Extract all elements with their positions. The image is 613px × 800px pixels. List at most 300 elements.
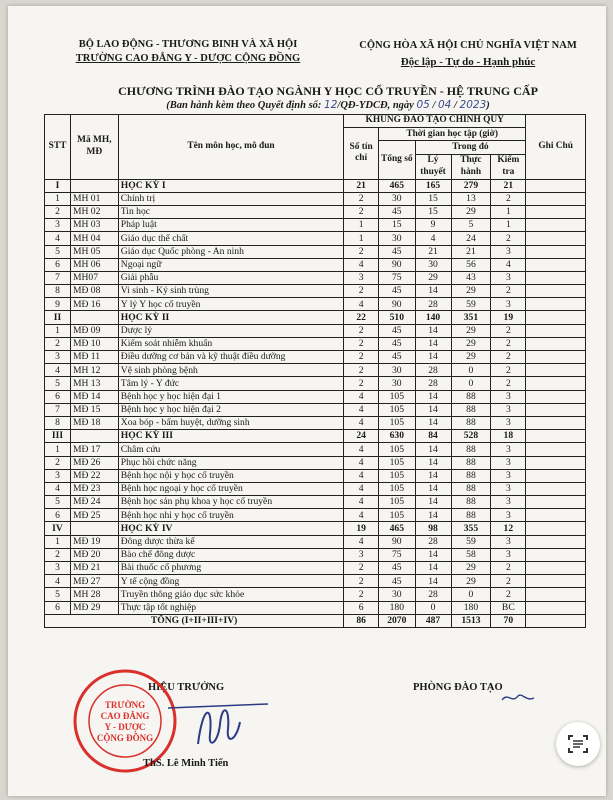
row-name: Y lý Y học cổ truyền (118, 298, 343, 311)
row-exam-hours: 3 (491, 456, 526, 469)
row-theory-hours: 14 (415, 562, 451, 575)
row-note (526, 271, 586, 284)
row-practice-hours: 13 (451, 192, 491, 205)
semester-row (45, 522, 586, 535)
row-theory-hours: 4 (415, 232, 451, 245)
table-row (45, 588, 586, 601)
row-credits: 2 (344, 377, 379, 390)
row-stt: 4 (45, 232, 71, 245)
row-practice-hours: 59 (451, 298, 491, 311)
row-code (70, 311, 118, 324)
row-credits: 1 (344, 232, 379, 245)
table-row (45, 535, 586, 548)
row-note (526, 548, 586, 561)
total-lt: 487 (415, 614, 451, 627)
row-stt: 2 (45, 205, 71, 218)
row-theory-hours: 140 (415, 311, 451, 324)
row-exam-hours: BC (491, 601, 526, 614)
row-credits: 4 (344, 258, 379, 271)
row-practice-hours: 88 (451, 390, 491, 403)
row-credits: 2 (344, 192, 379, 205)
row-credits: 2 (344, 351, 379, 364)
row-total-hours: 105 (379, 403, 416, 416)
header-code: Mã MH, MĐ (70, 115, 118, 180)
row-exam-hours: 2 (491, 588, 526, 601)
row-code: MH 06 (70, 258, 118, 271)
row-code: MĐ 25 (70, 509, 118, 522)
scan-text-button[interactable] (556, 722, 600, 766)
row-practice-hours: 88 (451, 456, 491, 469)
row-practice-hours: 88 (451, 509, 491, 522)
row-theory-hours: 28 (415, 588, 451, 601)
row-name: Giáo dục thể chất (118, 232, 343, 245)
row-total-hours: 30 (379, 232, 416, 245)
row-note (526, 285, 586, 298)
row-note (526, 562, 586, 575)
row-name: Bệnh học nhi y học cổ truyền (118, 509, 343, 522)
row-stt: IV (45, 522, 71, 535)
row-stt: 1 (45, 535, 71, 548)
row-total-hours: 105 (379, 443, 416, 456)
row-credits: 1 (344, 219, 379, 232)
row-note (526, 351, 586, 364)
total-th: 1513 (451, 614, 491, 627)
row-note (526, 416, 586, 429)
row-note (526, 575, 586, 588)
row-credits: 22 (344, 311, 379, 324)
row-total-hours: 75 (379, 271, 416, 284)
header-note: Ghi Chú (526, 115, 586, 180)
row-name: Thực tập tốt nghiệp (118, 601, 343, 614)
row-practice-hours: 528 (451, 430, 491, 443)
row-theory-hours: 14 (415, 443, 451, 456)
ministry-name: BỘ LAO ĐỘNG - THƯƠNG BINH VÀ XÃ HỘI (78, 39, 298, 50)
row-note (526, 482, 586, 495)
decision-year: 2023 (459, 99, 487, 111)
principal-signature (158, 694, 278, 754)
table-row (45, 390, 586, 403)
row-name: Truyền thông giáo dục sức khỏe (118, 588, 343, 601)
row-note (526, 205, 586, 218)
row-theory-hours: 165 (415, 179, 451, 192)
header-time: Thời gian học tập (giờ) (379, 128, 526, 141)
header-credits: Số tín chỉ (344, 128, 379, 179)
decision-number: 12 (324, 99, 338, 111)
row-practice-hours: 355 (451, 522, 491, 535)
row-name: Tâm lý - Y đức (118, 377, 343, 390)
decision-mid: /QĐ-YDCĐ, ngày (337, 100, 417, 111)
row-theory-hours: 14 (415, 351, 451, 364)
row-practice-hours: 58 (451, 548, 491, 561)
row-total-hours: 30 (379, 364, 416, 377)
row-stt: 8 (45, 416, 71, 429)
row-name: Bệnh học sản phụ khoa y học cổ truyền (118, 496, 343, 509)
total-row (45, 614, 586, 627)
table-row (45, 337, 586, 350)
row-total-hours: 90 (379, 535, 416, 548)
row-note (526, 377, 586, 390)
row-note (526, 298, 586, 311)
row-name: Tin học (118, 205, 343, 218)
table-row (45, 285, 586, 298)
row-theory-hours: 28 (415, 364, 451, 377)
row-stt: III (45, 430, 71, 443)
row-stt: 8 (45, 285, 71, 298)
decision-day: 05 (416, 99, 430, 111)
row-practice-hours: 29 (451, 351, 491, 364)
row-note (526, 192, 586, 205)
row-total-hours: 105 (379, 416, 416, 429)
row-stt: 6 (45, 258, 71, 271)
row-theory-hours: 14 (415, 324, 451, 337)
row-note (526, 245, 586, 258)
row-practice-hours: 88 (451, 469, 491, 482)
row-name: Phục hồi chức năng (118, 456, 343, 469)
row-exam-hours: 12 (491, 522, 526, 535)
header-practice: Thực hành (451, 154, 491, 179)
row-practice-hours: 180 (451, 601, 491, 614)
row-stt: 4 (45, 482, 71, 495)
row-credits: 4 (344, 509, 379, 522)
row-code: MĐ 24 (70, 496, 118, 509)
row-code: MĐ 09 (70, 324, 118, 337)
row-credits: 4 (344, 298, 379, 311)
row-practice-hours: 29 (451, 562, 491, 575)
row-name: Dược lý (118, 324, 343, 337)
row-credits: 2 (344, 285, 379, 298)
row-name: Ngoại ngữ (118, 258, 343, 271)
row-theory-hours: 9 (415, 219, 451, 232)
row-theory-hours: 30 (415, 258, 451, 271)
table-row (45, 482, 586, 495)
row-total-hours: 45 (379, 324, 416, 337)
date-separator: / (451, 100, 460, 111)
row-stt: 6 (45, 390, 71, 403)
decision-reference (68, 99, 588, 111)
row-name: Châm cứu (118, 443, 343, 456)
row-code (70, 179, 118, 192)
row-stt: 5 (45, 377, 71, 390)
row-total-hours: 105 (379, 456, 416, 469)
row-note (526, 443, 586, 456)
row-name: Kiểm soát nhiễm khuẩn (118, 337, 343, 350)
row-stt: 7 (45, 271, 71, 284)
row-credits: 2 (344, 575, 379, 588)
row-total-hours: 45 (379, 575, 416, 588)
row-theory-hours: 28 (415, 377, 451, 390)
row-credits: 2 (344, 324, 379, 337)
table-row (45, 205, 586, 218)
row-theory-hours: 14 (415, 469, 451, 482)
row-code: MĐ 19 (70, 535, 118, 548)
row-note (526, 509, 586, 522)
row-code: MĐ 16 (70, 298, 118, 311)
table-row (45, 351, 586, 364)
row-name: Giải phẫu (118, 271, 343, 284)
row-name: Pháp luật (118, 219, 343, 232)
row-total-hours: 75 (379, 548, 416, 561)
row-total-hours: 105 (379, 482, 416, 495)
row-practice-hours: 88 (451, 443, 491, 456)
row-stt: 3 (45, 219, 71, 232)
row-note (526, 535, 586, 548)
row-name: Bài thuốc cổ phương (118, 562, 343, 575)
row-theory-hours: 0 (415, 601, 451, 614)
row-practice-hours: 43 (451, 271, 491, 284)
table-row (45, 416, 586, 429)
row-theory-hours: 14 (415, 337, 451, 350)
curriculum-table (44, 114, 586, 628)
row-total-hours: 30 (379, 377, 416, 390)
table-row (45, 469, 586, 482)
row-exam-hours: 21 (491, 179, 526, 192)
row-name: Bệnh học nội y học cổ truyền (118, 469, 343, 482)
table-row (45, 456, 586, 469)
right-header (348, 38, 588, 70)
republic-name: CỘNG HÒA XÃ HỘI CHỦ NGHĨA VIỆT NAM (359, 40, 577, 51)
row-exam-hours: 3 (491, 416, 526, 429)
row-exam-hours: 2 (491, 364, 526, 377)
training-office-title: PHÒNG ĐÀO TẠO (413, 682, 503, 693)
row-stt: 2 (45, 337, 71, 350)
row-stt: 1 (45, 192, 71, 205)
table-row (45, 324, 586, 337)
table-row (45, 548, 586, 561)
principal-title: HIỆU TRƯỞNG (148, 682, 225, 693)
row-total-hours: 465 (379, 179, 416, 192)
row-code: MH 02 (70, 205, 118, 218)
row-code: MĐ 20 (70, 548, 118, 561)
row-theory-hours: 14 (415, 285, 451, 298)
row-stt: 5 (45, 496, 71, 509)
row-stt: 9 (45, 298, 71, 311)
row-name: Vi sinh - Ký sinh trùng (118, 285, 343, 298)
row-stt: 1 (45, 443, 71, 456)
row-name: Đông dược thừa kế (118, 535, 343, 548)
row-code: MĐ 26 (70, 456, 118, 469)
office-signature (498, 690, 538, 706)
row-name: Y tế cộng đồng (118, 575, 343, 588)
table-row (45, 298, 586, 311)
row-exam-hours: 1 (491, 219, 526, 232)
row-total-hours: 45 (379, 337, 416, 350)
row-exam-hours: 19 (491, 311, 526, 324)
row-stt: 5 (45, 588, 71, 601)
row-exam-hours: 3 (491, 271, 526, 284)
row-practice-hours: 56 (451, 258, 491, 271)
row-credits: 24 (344, 430, 379, 443)
row-exam-hours: 3 (491, 535, 526, 548)
row-exam-hours: 2 (491, 351, 526, 364)
row-name: Chính trị (118, 192, 343, 205)
row-theory-hours: 14 (415, 390, 451, 403)
row-exam-hours: 18 (491, 430, 526, 443)
curriculum-rows (45, 179, 586, 627)
row-credits: 4 (344, 482, 379, 495)
row-theory-hours: 15 (415, 205, 451, 218)
school-name: TRƯỜNG CAO ĐẲNG Y - DƯỢC CỘNG ĐỒNG (75, 53, 301, 64)
row-stt: 7 (45, 403, 71, 416)
row-code: MĐ 17 (70, 443, 118, 456)
row-total-hours: 30 (379, 588, 416, 601)
row-total-hours: 510 (379, 311, 416, 324)
row-theory-hours: 14 (415, 575, 451, 588)
row-practice-hours: 29 (451, 324, 491, 337)
row-note (526, 522, 586, 535)
row-stt: 6 (45, 509, 71, 522)
row-practice-hours: 88 (451, 416, 491, 429)
row-stt: 1 (45, 324, 71, 337)
semester-row (45, 179, 586, 192)
seal-inner-ring (89, 685, 161, 757)
header-exam: Kiểm tra (491, 154, 526, 179)
semester-row (45, 311, 586, 324)
row-name: Xoa bóp - bấm huyệt, dưỡng sinh (118, 416, 343, 429)
row-practice-hours: 0 (451, 364, 491, 377)
row-theory-hours: 84 (415, 430, 451, 443)
row-exam-hours: 2 (491, 337, 526, 350)
row-exam-hours: 3 (491, 509, 526, 522)
row-exam-hours: 3 (491, 298, 526, 311)
row-practice-hours: 88 (451, 496, 491, 509)
row-exam-hours: 2 (491, 285, 526, 298)
row-total-hours: 45 (379, 205, 416, 218)
row-exam-hours: 3 (491, 482, 526, 495)
row-theory-hours: 28 (415, 298, 451, 311)
row-code: MH 28 (70, 588, 118, 601)
semester-row (45, 430, 586, 443)
row-name: HỌC KỲ IV (118, 522, 343, 535)
row-credits: 19 (344, 522, 379, 535)
row-theory-hours: 14 (415, 416, 451, 429)
row-credits: 3 (344, 548, 379, 561)
seal-line-1: TRƯỜNG (104, 700, 146, 710)
row-name: Bệnh học ngoại y học cổ truyền (118, 482, 343, 495)
row-exam-hours: 2 (491, 192, 526, 205)
row-credits: 3 (344, 271, 379, 284)
national-slogan: Độc lập - Tự do - Hạnh phúc (400, 56, 536, 68)
table-row (45, 271, 586, 284)
row-stt: II (45, 311, 71, 324)
table-row (45, 575, 586, 588)
row-exam-hours: 2 (491, 377, 526, 390)
row-code: MĐ 14 (70, 390, 118, 403)
row-exam-hours: 3 (491, 469, 526, 482)
row-total-hours: 45 (379, 562, 416, 575)
table-row (45, 496, 586, 509)
row-code: MH 04 (70, 232, 118, 245)
row-code: MH 01 (70, 192, 118, 205)
row-code: MH07 (70, 271, 118, 284)
row-exam-hours: 2 (491, 232, 526, 245)
row-note (526, 311, 586, 324)
row-code: MH 03 (70, 219, 118, 232)
row-total-hours: 105 (379, 496, 416, 509)
table-row (45, 364, 586, 377)
row-total-hours: 465 (379, 522, 416, 535)
row-exam-hours: 3 (491, 245, 526, 258)
row-name: Bệnh học y học hiện đại 2 (118, 403, 343, 416)
seal-line-4: CỘNG ĐỒNG (96, 733, 154, 743)
total-note (526, 614, 586, 627)
row-stt: 5 (45, 245, 71, 258)
total-tc: 86 (344, 614, 379, 627)
row-note (526, 258, 586, 271)
row-credits: 4 (344, 403, 379, 416)
row-code: MH 05 (70, 245, 118, 258)
row-practice-hours: 88 (451, 482, 491, 495)
row-credits: 4 (344, 535, 379, 548)
row-practice-hours: 21 (451, 245, 491, 258)
row-total-hours: 15 (379, 219, 416, 232)
row-code: MH 13 (70, 377, 118, 390)
row-practice-hours: 29 (451, 337, 491, 350)
row-practice-hours: 88 (451, 403, 491, 416)
row-code: MĐ 10 (70, 337, 118, 350)
row-exam-hours: 4 (491, 258, 526, 271)
row-stt: 2 (45, 548, 71, 561)
row-note (526, 469, 586, 482)
total-tong: 2070 (379, 614, 416, 627)
table-row (45, 377, 586, 390)
row-exam-hours: 2 (491, 575, 526, 588)
row-stt: 3 (45, 562, 71, 575)
seal-line-3: Y - DƯỢC (104, 722, 146, 732)
row-stt: 2 (45, 456, 71, 469)
row-name: Bào chế đông dược (118, 548, 343, 561)
row-theory-hours: 14 (415, 403, 451, 416)
row-code: MH 12 (70, 364, 118, 377)
row-stt: 4 (45, 575, 71, 588)
row-note (526, 337, 586, 350)
row-note (526, 601, 586, 614)
row-note (526, 219, 586, 232)
row-credits: 2 (344, 364, 379, 377)
row-credits: 4 (344, 443, 379, 456)
row-practice-hours: 0 (451, 377, 491, 390)
table-row (45, 219, 586, 232)
row-credits: 21 (344, 179, 379, 192)
header-of-which: Trong đó (415, 141, 526, 154)
row-stt: 3 (45, 469, 71, 482)
row-credits: 6 (344, 601, 379, 614)
row-code: MĐ 22 (70, 469, 118, 482)
row-note (526, 496, 586, 509)
table-row (45, 258, 586, 271)
row-credits: 2 (344, 205, 379, 218)
table-row (45, 443, 586, 456)
row-name: HỌC KỲ II (118, 311, 343, 324)
row-practice-hours: 29 (451, 575, 491, 588)
row-note (526, 364, 586, 377)
row-note (526, 588, 586, 601)
row-code: MĐ 29 (70, 601, 118, 614)
row-exam-hours: 2 (491, 324, 526, 337)
row-total-hours: 105 (379, 509, 416, 522)
decision-month: 04 (438, 99, 452, 111)
row-practice-hours: 5 (451, 219, 491, 232)
row-exam-hours: 2 (491, 562, 526, 575)
row-name: Bệnh học y học hiện đại 1 (118, 390, 343, 403)
row-total-hours: 45 (379, 285, 416, 298)
row-total-hours: 630 (379, 430, 416, 443)
row-theory-hours: 98 (415, 522, 451, 535)
row-theory-hours: 14 (415, 456, 451, 469)
total-kt: 70 (491, 614, 526, 627)
seal-line-2: CAO ĐẲNG (100, 711, 150, 721)
row-code: MĐ 27 (70, 575, 118, 588)
row-name: Giáo dục Quốc phòng - An ninh (118, 245, 343, 258)
